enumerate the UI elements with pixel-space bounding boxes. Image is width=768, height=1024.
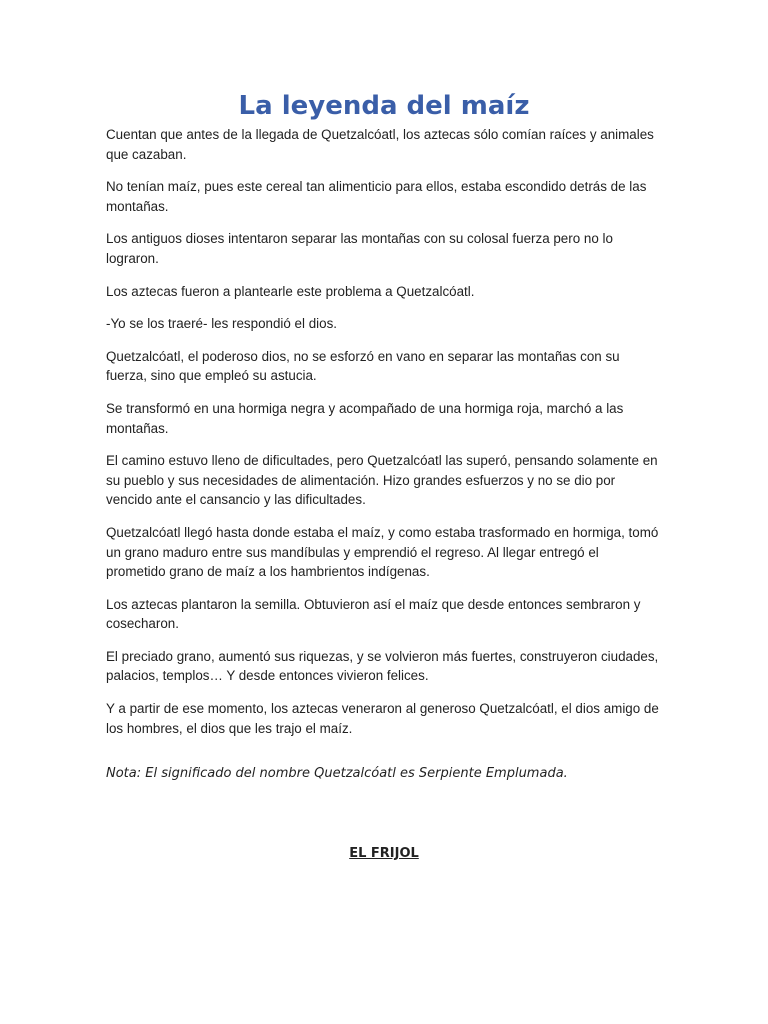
document-body	[106, 125, 662, 751]
paragraph: El preciado grano, aumentó sus riquezas, y se volvieron más fuertes, construyeron ciudades, palacios, templos… Y desde entonces vivieron felices.	[106, 648, 659, 684]
paragraph: Los aztecas fueron a plantearle este problema a Quetzalcóatl.	[106, 283, 475, 299]
section-heading: EL FRIJOL	[349, 846, 419, 861]
paragraph: Los antiguos dioses intentaron separar las montañas con su colosal fuerza pero no lo lograron.	[106, 231, 613, 266]
paragraph: Cuentan que antes de la llegada de Quetzalcóatl, los aztecas sólo comían raíces y animales que cazaban.	[106, 127, 654, 162]
paragraph: Y a partir de ese momento, los aztecas veneraron al generoso Quetzalcóatl, el dios amigo de los hombres, el dios que les trajo el maíz.	[106, 701, 659, 736]
paragraph: -Yo se los traeré- les respondió el dios.	[106, 316, 337, 332]
paragraph: El camino estuvo lleno de dificultades, pero Quetzalcóatl las superó, pensando solamente en su pueblo y sus necesidades de alimentación. Hizo grandes esfuerzos y no se dio por vencido ante el cansancio y las dificultades.	[106, 453, 658, 508]
paragraph: No tenían maíz, pues este cereal tan alimenticio para ellos, estaba escondido detrás de las montañas.	[106, 179, 647, 214]
paragraph: Se transformó en una hormiga negra y acompañado de una hormiga roja, marchó a las montañas.	[106, 400, 624, 436]
paragraph: Los aztecas plantaron la semilla. Obtuvieron así el maíz que desde entonces sembraron y cosecharon.	[106, 596, 641, 632]
paragraph: Quetzalcóatl llegó hasta donde estaba el maíz, y como estaba trasformado en hormiga, tomó un grano maduro entre sus mandíbulas y emprendió el regreso. Al llegar entregó el prometido grano de maíz a los hambrientos indígenas.	[106, 524, 659, 580]
footnote: Nota: El significado del nombre Quetzalcóatl es Serpiente Emplumada.	[106, 766, 568, 781]
document-title: La leyenda del maíz	[238, 91, 530, 121]
paragraph: Quetzalcóatl, el poderoso dios, no se esforzó en vano en separar las montañas con su fuerza, sino que empleó su astucia.	[106, 348, 620, 384]
